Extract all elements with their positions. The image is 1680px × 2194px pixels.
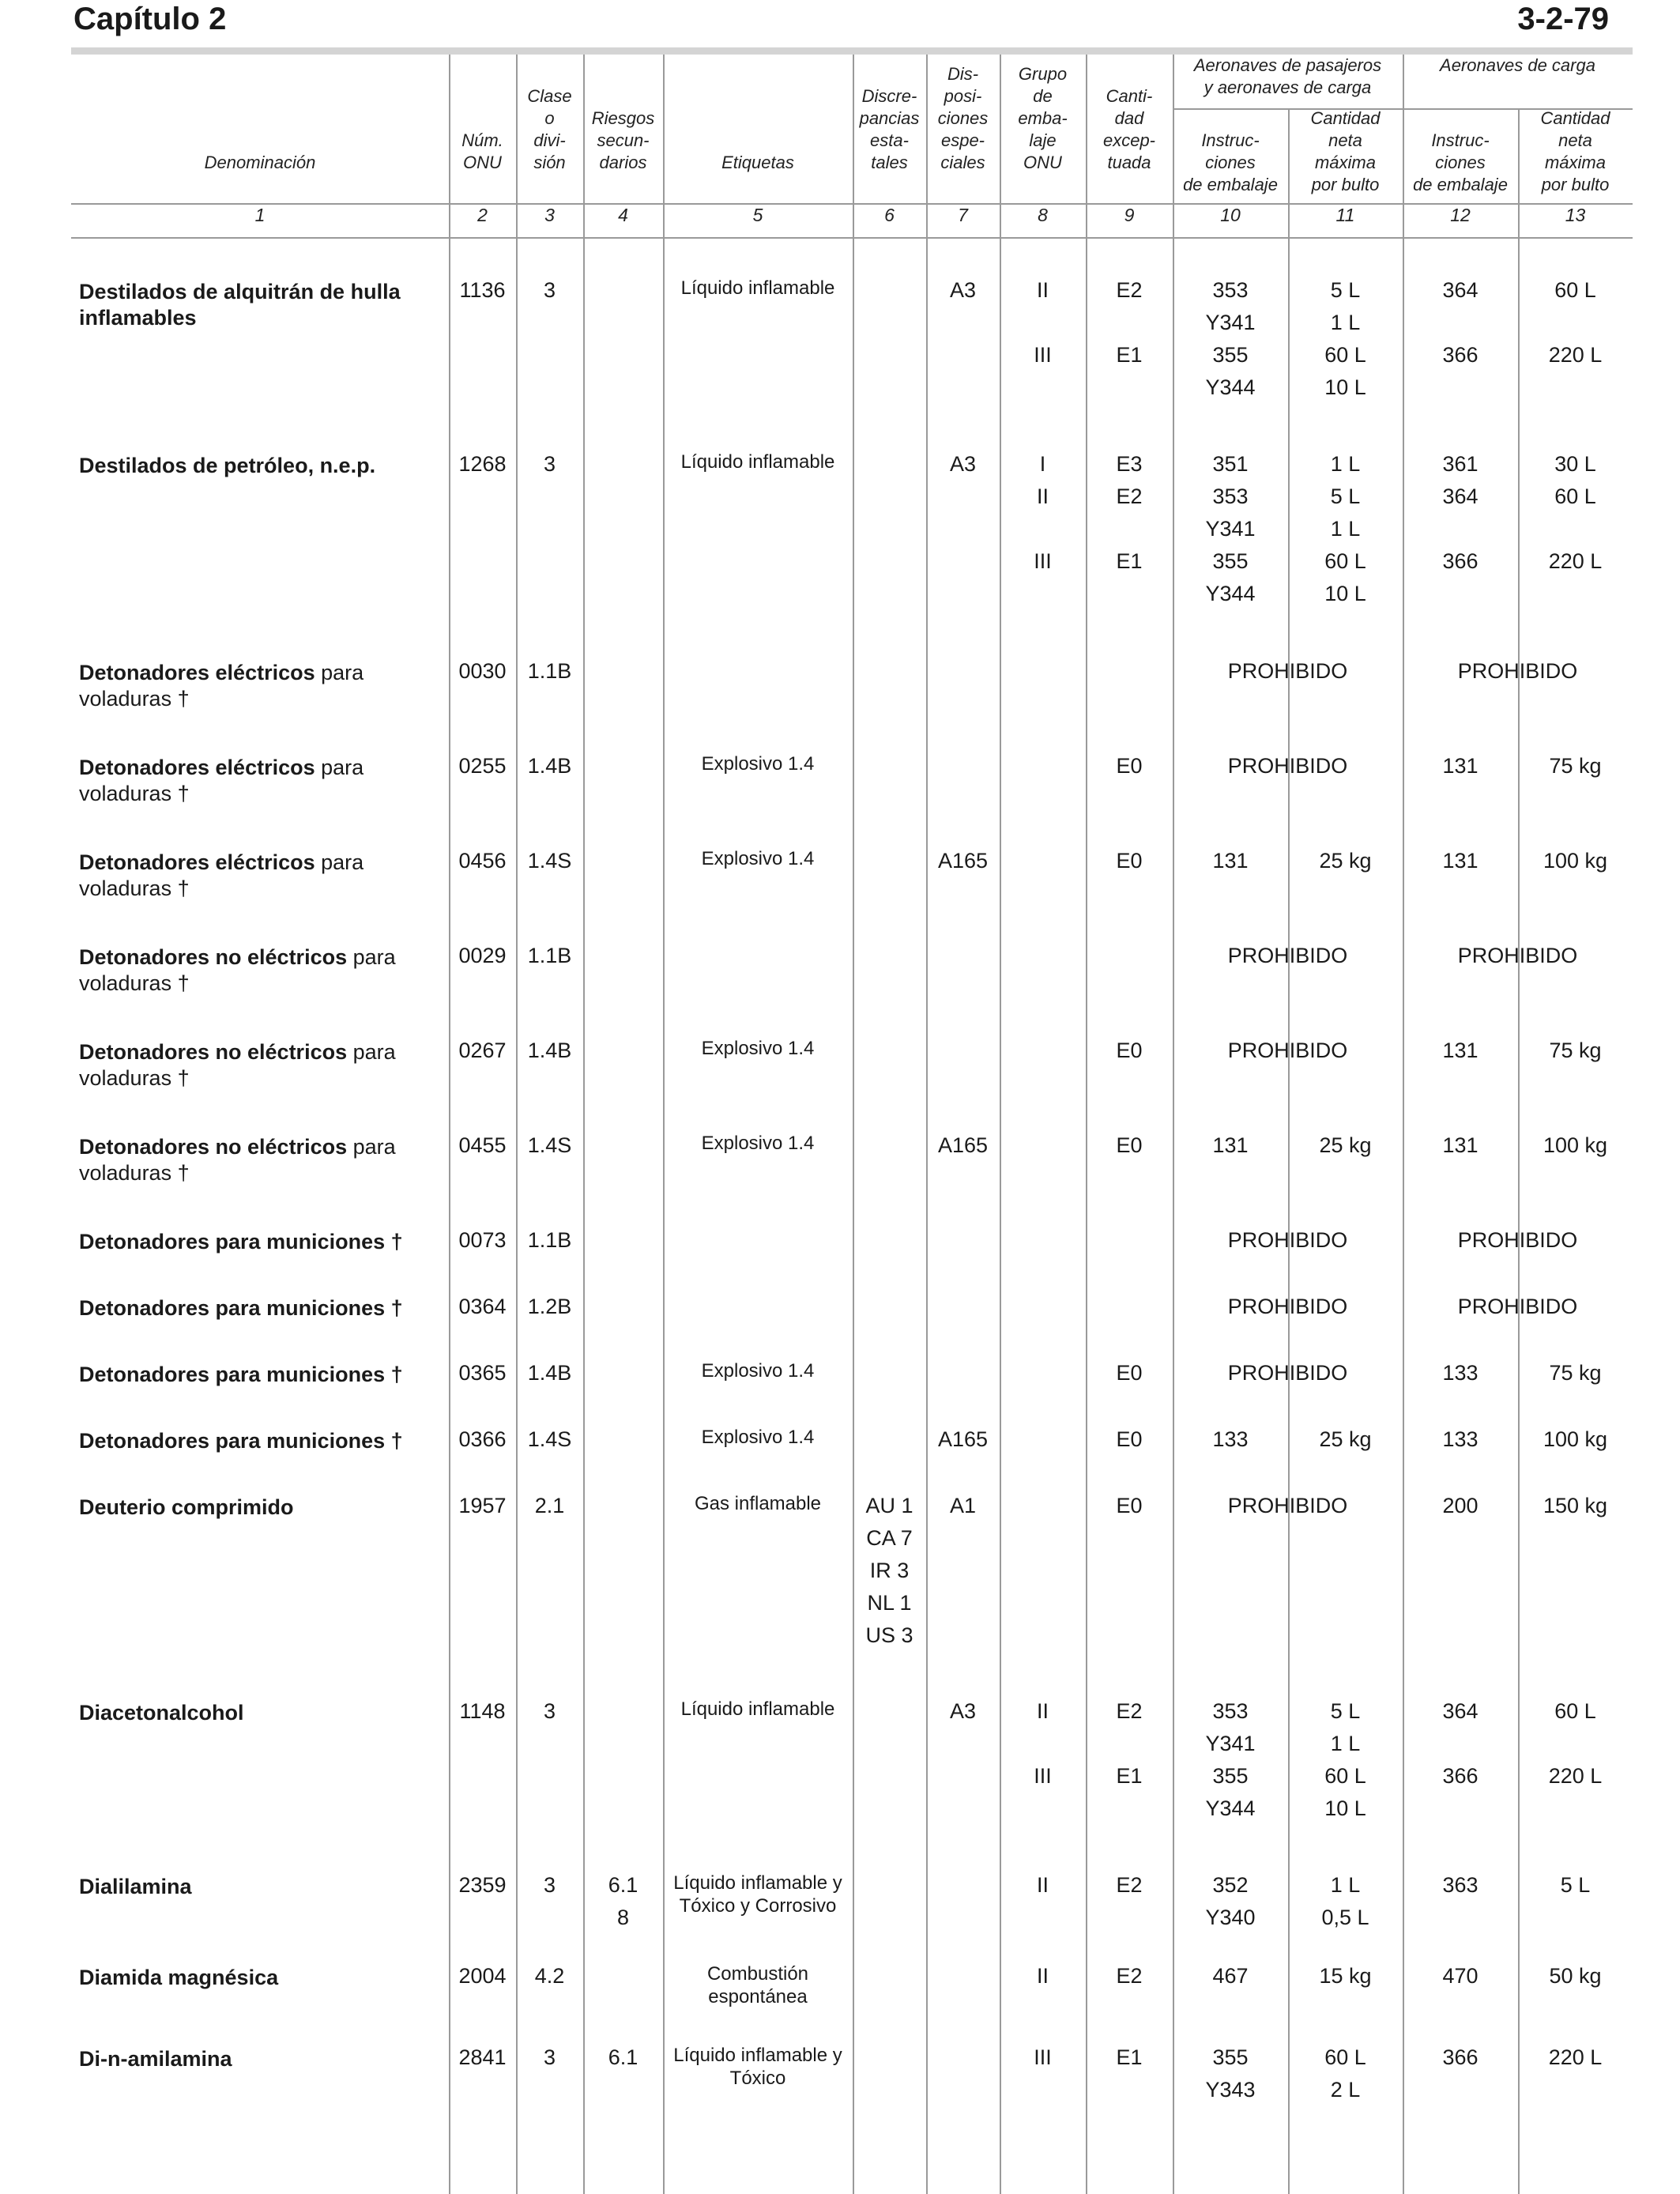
excepted-quantity: E2 xyxy=(1116,1873,1143,1897)
cargo-max-quantity: 60 L 220 L xyxy=(1548,1699,1603,1788)
pax-prohibited: PROHIBIDO xyxy=(1227,1494,1348,1517)
special-provisions: A165 xyxy=(937,1427,989,1451)
substance-name-rest: para voladuras † xyxy=(79,756,364,805)
class-division: 1.4S xyxy=(527,849,572,873)
special-provisions: A3 xyxy=(949,278,977,302)
hazard-label: Explosivo 1.4 xyxy=(701,1038,815,1059)
packing-group: I II III xyxy=(1034,452,1052,573)
special-provisions: A165 xyxy=(937,849,989,873)
class-division: 3 xyxy=(543,452,556,476)
pax-packing-instruction: 467 xyxy=(1212,1964,1249,1988)
pax-packing-instruction: 133 xyxy=(1212,1427,1249,1451)
class-division: 3 xyxy=(543,278,556,302)
header-cantidad-exceptuada: Canti- dad excep- tuada xyxy=(1102,86,1156,172)
class-division: 1.4B xyxy=(527,754,572,778)
excepted-quantity: E0 xyxy=(1116,1039,1143,1062)
header-aeronaves-carga: Aeronaves de carga xyxy=(1440,55,1595,75)
pax-max-quantity: 1 L 0,5 L xyxy=(1321,1873,1369,1929)
un-number: 0366 xyxy=(458,1427,507,1451)
subsidiary-risk: 6.1 8 xyxy=(608,1873,638,1929)
packing-group: II xyxy=(1036,1873,1049,1897)
pax-prohibited: PROHIBIDO xyxy=(1227,754,1348,778)
substance-name xyxy=(79,1874,427,1900)
pax-packing-instruction: 131 xyxy=(1212,1133,1249,1157)
un-number: 0364 xyxy=(458,1295,507,1318)
column-number: 3 xyxy=(544,205,555,225)
column-number: 4 xyxy=(618,205,628,225)
substance-name-bold: Diacetonalcohol xyxy=(79,1701,244,1725)
header-disposiciones: Dis- posi- ciones espe- ciales xyxy=(937,64,989,172)
substance-name xyxy=(79,1134,427,1186)
header-onu: Núm. ONU xyxy=(461,130,503,172)
special-provisions: A3 xyxy=(949,1699,977,1723)
packing-group: II III xyxy=(1034,278,1052,367)
pax-max-quantity: 15 kg xyxy=(1319,1964,1372,1988)
column-number-divider xyxy=(71,237,1633,239)
pax-max-quantity: 60 L 2 L xyxy=(1324,2045,1366,2102)
excepted-quantity: E0 xyxy=(1116,1361,1143,1385)
substance-name xyxy=(79,2046,427,2072)
substance-name-bold: Detonadores para municiones † xyxy=(79,1363,403,1386)
header-cantidad-pax: Cantidad neta máxima por bulto xyxy=(1310,108,1381,194)
dangerous-goods-table xyxy=(71,55,1633,2194)
substance-name-rest: para voladuras † xyxy=(79,945,396,995)
pax-packing-instruction: 353 Y341 355 Y344 xyxy=(1205,278,1256,399)
pax-prohibited: PROHIBIDO xyxy=(1227,1295,1348,1318)
pax-prohibited: PROHIBIDO xyxy=(1227,659,1348,683)
substance-name xyxy=(79,755,427,807)
substance-name-rest: para voladuras † xyxy=(79,1135,396,1185)
header-denominacion: Denominación xyxy=(204,153,316,172)
pax-packing-instruction: 131 xyxy=(1212,849,1249,873)
hazard-label: Líquido inflamable y Tóxico y Corrosivo xyxy=(673,1872,842,1917)
cargo-max-quantity: 30 L 60 L 220 L xyxy=(1548,452,1603,573)
header-instrucciones-pax: Instruc- ciones de embalaje xyxy=(1183,130,1278,194)
packing-group: II xyxy=(1036,1964,1049,1988)
excepted-quantity: E2 E1 xyxy=(1116,278,1143,367)
header-clase: Clase o divi- sión xyxy=(527,86,572,172)
packing-group: II III xyxy=(1034,1699,1052,1788)
cargo-max-quantity: 100 kg xyxy=(1543,1133,1608,1157)
chapter-title: Capítulo 2 xyxy=(73,2,227,36)
substance-name-bold: Detonadores para municiones † xyxy=(79,1230,403,1253)
header-instrucciones-carga: Instruc- ciones de embalaje xyxy=(1413,130,1508,194)
hazard-label: Explosivo 1.4 xyxy=(701,753,815,775)
cargo-max-quantity: 75 kg xyxy=(1549,1039,1602,1062)
pax-prohibited: PROHIBIDO xyxy=(1227,1039,1348,1062)
pax-packing-instruction: 353 Y341 355 Y344 xyxy=(1205,1699,1256,1820)
un-number: 0365 xyxy=(458,1361,507,1385)
column-number: 1 xyxy=(254,205,266,225)
pax-prohibited: PROHIBIDO xyxy=(1227,1228,1348,1252)
cargo-prohibited: PROHIBIDO xyxy=(1457,1295,1578,1318)
state-variations: AU 1 CA 7 IR 3 NL 1 US 3 xyxy=(865,1494,913,1647)
class-division: 1.2B xyxy=(527,1295,572,1318)
substance-name-bold: Di-n-amilamina xyxy=(79,2047,232,2071)
substance-name-bold: Deuterio comprimido xyxy=(79,1495,294,1519)
pax-max-quantity: 5 L 1 L 60 L 10 L xyxy=(1324,1699,1366,1820)
class-division: 1.4B xyxy=(527,1039,572,1062)
pax-packing-instruction: 352 Y340 xyxy=(1205,1873,1256,1929)
cargo-max-quantity: 75 kg xyxy=(1549,754,1602,778)
un-number: 1268 xyxy=(458,452,507,476)
hazard-label: Líquido inflamable xyxy=(680,451,835,473)
substance-name-bold: Detonadores no eléctricos xyxy=(79,1135,348,1159)
hazard-label: Líquido inflamable xyxy=(680,1698,835,1720)
cargo-packing-instruction: 361 364 366 xyxy=(1442,452,1478,573)
substance-name xyxy=(79,1295,427,1321)
substance-name xyxy=(79,1362,427,1388)
substance-name xyxy=(79,1428,427,1454)
hazard-label: Explosivo 1.4 xyxy=(701,848,815,869)
cargo-packing-instruction: 364 366 xyxy=(1442,1699,1478,1788)
pax-max-quantity: 25 kg xyxy=(1319,1427,1372,1451)
column-number: 8 xyxy=(1038,205,1048,225)
excepted-quantity: E0 xyxy=(1116,1494,1143,1517)
class-division: 1.1B xyxy=(527,944,572,967)
substance-name-bold: Detonadores no eléctricos xyxy=(79,1040,348,1064)
substance-name-bold: Destilados de petróleo, n.e.p. xyxy=(79,454,376,477)
pax-packing-instruction: 351 353 Y341 355 Y344 xyxy=(1205,452,1256,605)
substance-name-bold: Detonadores eléctricos xyxy=(79,756,315,779)
substance-name xyxy=(79,1495,427,1521)
hazard-label: Líquido inflamable y Tóxico xyxy=(673,2045,842,2089)
un-number: 0255 xyxy=(458,754,507,778)
hazard-label: Explosivo 1.4 xyxy=(701,1360,815,1382)
cargo-max-quantity: 150 kg xyxy=(1543,1494,1608,1517)
header-aeronaves-pasajeros: Aeronaves de pasajeros y aeronaves de carga xyxy=(1193,55,1382,97)
cargo-packing-instruction: 131 xyxy=(1442,1133,1478,1157)
pax-max-quantity: 25 kg xyxy=(1319,1133,1372,1157)
un-number: 0456 xyxy=(458,849,507,873)
cargo-packing-instruction: 366 xyxy=(1442,2045,1478,2069)
cargo-max-quantity: 220 L xyxy=(1548,2045,1603,2069)
column-number: 10 xyxy=(1220,205,1241,225)
substance-name-bold: Dialilamina xyxy=(79,1875,192,1898)
class-division: 4.2 xyxy=(534,1964,565,1988)
pax-prohibited: PROHIBIDO xyxy=(1227,1361,1348,1385)
header-etiquetas: Etiquetas xyxy=(721,153,794,172)
class-division: 3 xyxy=(543,1699,556,1723)
hazard-label: Líquido inflamable xyxy=(680,277,835,299)
header-grupo: Grupo de emba- laje ONU xyxy=(1018,64,1068,172)
excepted-quantity: E0 xyxy=(1116,1133,1143,1157)
un-number: 0029 xyxy=(458,944,507,967)
cargo-prohibited: PROHIBIDO xyxy=(1457,944,1578,967)
header-cantidad-carga: Cantidad neta máxima por bulto xyxy=(1540,108,1610,194)
pax-packing-instruction: 355 Y343 xyxy=(1205,2045,1256,2102)
column-number: 12 xyxy=(1450,205,1471,225)
class-division: 3 xyxy=(543,1873,556,1897)
subsidiary-risk: 6.1 xyxy=(608,2045,638,2069)
un-number: 0455 xyxy=(458,1133,507,1157)
substance-name-bold: Detonadores para municiones † xyxy=(79,1429,403,1453)
un-number: 0030 xyxy=(458,659,507,683)
cargo-packing-instruction: 133 xyxy=(1442,1427,1478,1451)
cargo-prohibited: PROHIBIDO xyxy=(1457,1228,1578,1252)
special-provisions: A1 xyxy=(949,1494,977,1517)
hazard-label: Combustión espontánea xyxy=(706,1963,809,2007)
un-number: 1957 xyxy=(458,1494,507,1517)
un-number: 1148 xyxy=(459,1699,506,1723)
substance-name-bold: Diamida magnésica xyxy=(79,1966,279,1989)
un-number: 2359 xyxy=(458,1873,507,1897)
cargo-packing-instruction: 364 366 xyxy=(1442,278,1478,367)
un-number: 1136 xyxy=(459,278,506,302)
cargo-packing-instruction: 131 xyxy=(1442,754,1478,778)
un-number: 2841 xyxy=(458,2045,507,2069)
column-number: 11 xyxy=(1335,205,1355,225)
un-number: 0267 xyxy=(458,1039,507,1062)
excepted-quantity: E0 xyxy=(1116,1427,1143,1451)
hazard-label: Gas inflamable xyxy=(694,1493,822,1514)
cargo-max-quantity: 5 L xyxy=(1560,1873,1591,1897)
header-discrepancias: Discre- pancias esta- tales xyxy=(859,86,920,172)
column-number: 5 xyxy=(752,205,763,225)
class-division: 1.4S xyxy=(527,1427,572,1451)
cargo-packing-instruction: 470 xyxy=(1442,1964,1478,1988)
substance-name-bold: Detonadores eléctricos xyxy=(79,850,315,874)
substance-name-bold: Detonadores no eléctricos xyxy=(79,945,348,969)
cargo-packing-instruction: 200 xyxy=(1442,1494,1478,1517)
cargo-packing-instruction: 363 xyxy=(1442,1873,1478,1897)
class-division: 1.4S xyxy=(527,1133,572,1157)
hazard-label: Explosivo 1.4 xyxy=(701,1427,815,1448)
cargo-prohibited: PROHIBIDO xyxy=(1457,659,1578,683)
cargo-max-quantity: 75 kg xyxy=(1549,1361,1602,1385)
substance-name-rest: para voladuras † xyxy=(79,661,364,711)
un-number: 2004 xyxy=(458,1964,507,1988)
cargo-packing-instruction: 131 xyxy=(1442,849,1478,873)
substance-name xyxy=(79,850,427,902)
pax-prohibited: PROHIBIDO xyxy=(1227,944,1348,967)
substance-name xyxy=(79,1229,427,1255)
column-number: 6 xyxy=(884,205,895,225)
substance-name xyxy=(79,944,427,997)
excepted-quantity: E2 E1 xyxy=(1116,1699,1143,1788)
excepted-quantity: E3 E2 E1 xyxy=(1116,452,1143,573)
excepted-quantity: E2 xyxy=(1116,1964,1143,1988)
page-number: 3-2-79 xyxy=(1517,2,1609,36)
excepted-quantity: E0 xyxy=(1116,754,1143,778)
class-division: 3 xyxy=(543,2045,556,2069)
excepted-quantity: E1 xyxy=(1116,2045,1143,2069)
substance-name xyxy=(79,660,427,712)
substance-name xyxy=(79,1039,427,1091)
substance-name-rest: para voladuras † xyxy=(79,1040,396,1090)
cargo-max-quantity: 60 L 220 L xyxy=(1548,278,1603,367)
substance-name xyxy=(79,1965,427,1991)
column-number: 13 xyxy=(1565,205,1586,225)
pax-max-quantity: 1 L 5 L 1 L 60 L 10 L xyxy=(1324,452,1366,605)
substance-name-rest: para voladuras † xyxy=(79,850,364,900)
header-rule xyxy=(71,47,1633,55)
class-division: 1.4B xyxy=(527,1361,572,1385)
column-number: 9 xyxy=(1124,205,1135,225)
packing-group: III xyxy=(1034,2045,1052,2069)
hazard-label: Explosivo 1.4 xyxy=(701,1133,815,1154)
special-provisions: A165 xyxy=(937,1133,989,1157)
cargo-packing-instruction: 133 xyxy=(1442,1361,1478,1385)
pax-max-quantity: 5 L 1 L 60 L 10 L xyxy=(1324,278,1366,399)
un-number: 0073 xyxy=(458,1228,507,1252)
header-riesgos: Riesgos secun- darios xyxy=(591,108,655,172)
cargo-max-quantity: 50 kg xyxy=(1549,1964,1602,1988)
substance-name-bold: Detonadores para municiones † xyxy=(79,1296,403,1320)
substance-name xyxy=(79,453,427,479)
substance-name xyxy=(79,279,427,331)
class-division: 1.1B xyxy=(527,1228,572,1252)
special-provisions: A3 xyxy=(949,452,977,476)
substance-name-bold: Detonadores eléctricos xyxy=(79,661,315,684)
column-number: 7 xyxy=(958,205,968,225)
class-division: 2.1 xyxy=(534,1494,565,1517)
class-division: 1.1B xyxy=(527,659,572,683)
cargo-packing-instruction: 131 xyxy=(1442,1039,1478,1062)
excepted-quantity: E0 xyxy=(1116,849,1143,873)
substance-name-bold: Destilados de alquitrán de hulla inflamables xyxy=(79,280,401,330)
cargo-max-quantity: 100 kg xyxy=(1543,1427,1608,1451)
column-number: 2 xyxy=(477,205,488,225)
column-divider xyxy=(926,55,928,2194)
substance-name xyxy=(79,1700,427,1726)
column-divider xyxy=(853,55,854,2194)
pax-max-quantity: 25 kg xyxy=(1319,849,1372,873)
cargo-max-quantity: 100 kg xyxy=(1543,849,1608,873)
